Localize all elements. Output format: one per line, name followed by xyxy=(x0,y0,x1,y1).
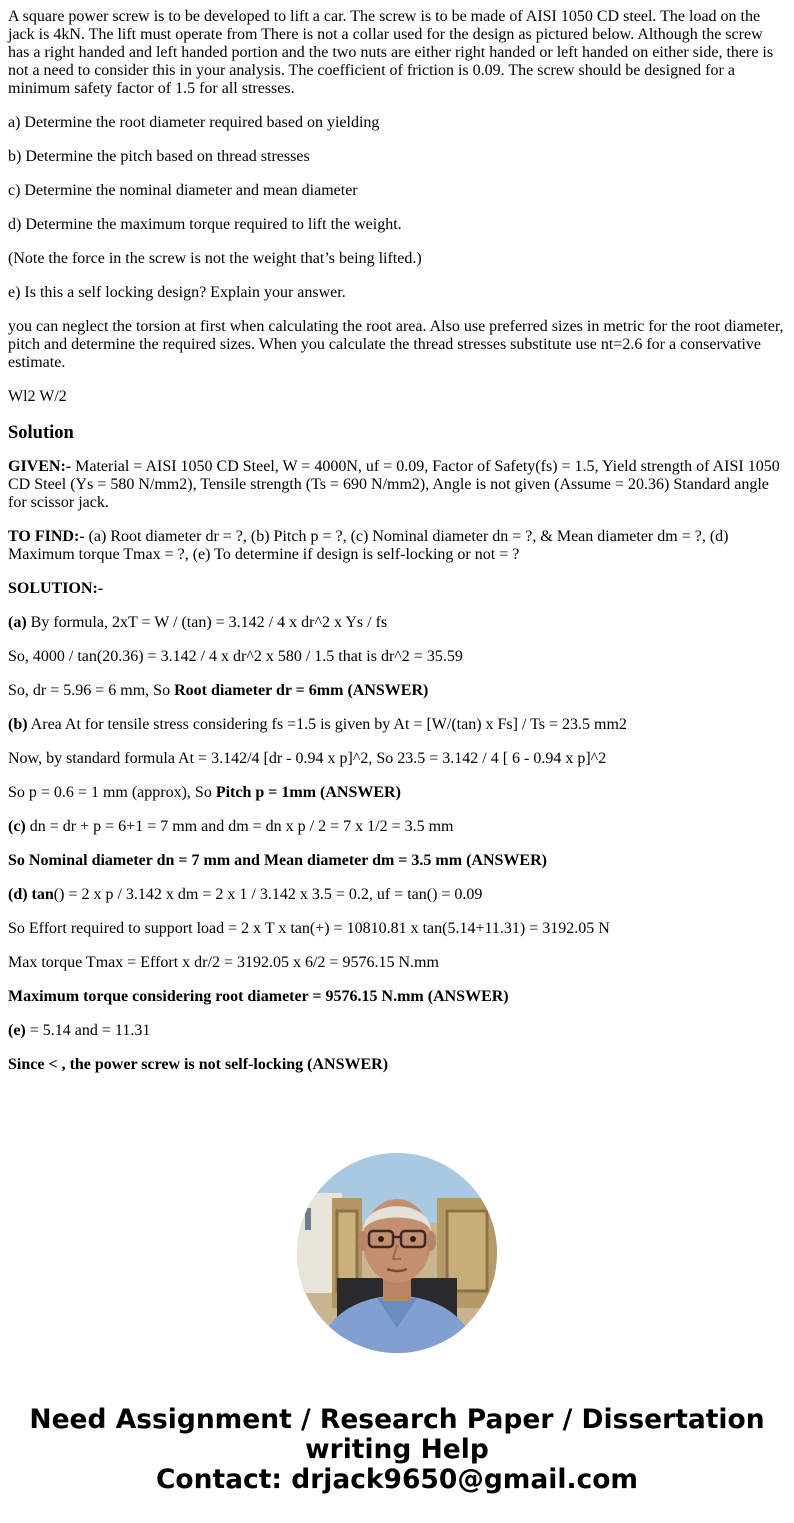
avatar xyxy=(297,1153,497,1353)
step-b-line3-pre: So p = 0.6 = 1 mm (approx), So xyxy=(8,784,216,801)
part-a: a) Determine the root diameter required based on yielding xyxy=(8,114,380,131)
step-a-line3 xyxy=(8,682,786,700)
diameter-answer: So Nominal diameter dn = 7 mm and Mean diameter dm = 3.5 mm (ANSWER) xyxy=(8,852,547,869)
given-paragraph xyxy=(8,458,786,512)
part-c: c) Determine the nominal diameter and mean diameter xyxy=(8,182,358,199)
part-e: e) Is this a self locking design? Explain your answer. xyxy=(8,284,346,301)
step-b-line1 xyxy=(8,716,786,734)
step-c-label: (c) xyxy=(8,818,26,835)
footer-banner xyxy=(0,1405,794,1495)
solution-label-text: SOLUTION:- xyxy=(8,580,104,597)
step-d-label: (d) tan xyxy=(8,886,54,903)
step-a-line3-pre: So, dr = 5.96 = 6 mm, So xyxy=(8,682,175,699)
document-body xyxy=(8,8,786,1090)
part-d: d) Determine the maximum torque required to lift the weight. xyxy=(8,216,402,233)
step-e-line1 xyxy=(8,1022,786,1040)
step-c-line1 xyxy=(8,818,786,836)
step-a-text: By formula, 2xT = W / (tan) = 3.142 / 4 x dr^2 x Ys / fs xyxy=(26,614,388,631)
step-a-label: (a) xyxy=(8,614,27,631)
part-note: (Note the force in the screw is not the weight that’s being lifted.) xyxy=(8,250,422,267)
tofind-paragraph xyxy=(8,528,786,564)
problem-intro: A square power screw is to be developed to lift a car. The screw is to be made of AISI 1050 CD steel. The load on the jack is 4kN. The lift must operate from There is not a collar used for the design as pictured below. Although the screw has a right handed and left handed portion and the two nuts are either right handed or left handed on either side, there is not a need to consider this in your analysis. The coefficient of friction is 0.09. The screw should be designed for a minimum safety factor of 1.5 for all stresses. xyxy=(8,8,774,97)
step-b-line3 xyxy=(8,784,786,802)
step-e-line2 xyxy=(8,1056,786,1074)
problem-note: you can neglect the torsion at first when calculating the root area. Also use preferred sizes in metric for the root diameter, pitch and determine the required sizes. When you calculate the thread stresses substitute use nt=2.6 for a conservative estimate. xyxy=(8,318,784,371)
step-b-label: (b) xyxy=(8,716,28,733)
step-d-text: () = 2 x p / 3.142 x dm = 2 x 1 / 3.142 x 3.5 = 0.2, uf = tan() = 0.09 xyxy=(53,886,483,903)
step-a-line2: So, 4000 / tan(20.36) = 3.142 / 4 x dr^2 x 580 / 1.5 that is dr^2 = 35.59 xyxy=(8,648,463,665)
step-d-line2: So Effort required to support load = 2 x T x tan(+) = 10810.81 x tan(5.14+11.31) = 3192.05 N xyxy=(8,920,610,937)
footer-line-contact: Contact: drjack9650@gmail.com xyxy=(155,1464,639,1495)
torque-answer: Maximum torque considering root diameter = 9576.15 N.mm (ANSWER) xyxy=(8,988,509,1005)
tofind-label: TO FIND:- xyxy=(8,528,85,545)
step-b-line2: Now, by standard formula At = 3.142/4 [dr - 0.94 x p]^2, So 23.5 = 3.142 / 4 [ 6 - 0.94 x p]^2 xyxy=(8,750,607,767)
wl2-label: Wl2 W/2 xyxy=(8,388,67,405)
root-diameter-answer: Root diameter dr = 6mm (ANSWER) xyxy=(174,682,429,699)
step-b-text: Area At for tensile stress considering fs =1.5 is given by At = [W/(tan) x Fs] / Ts = 23.5 mm2 xyxy=(27,716,627,733)
part-b: b) Determine the pitch based on thread stresses xyxy=(8,148,310,165)
avatar-portrait-image xyxy=(297,1153,497,1353)
step-d-line4 xyxy=(8,988,786,1006)
solution-heading: Solution xyxy=(8,423,74,443)
step-e-label: (e) xyxy=(8,1022,26,1039)
step-e-text: = 5.14 and = 11.31 xyxy=(25,1022,151,1039)
given-label: GIVEN:- xyxy=(8,458,72,475)
step-a-line1 xyxy=(8,614,786,632)
step-d-line3: Max torque Tmax = Effort x dr/2 = 3192.05 x 6/2 = 9576.15 N.mm xyxy=(8,954,439,971)
solution-label xyxy=(8,580,786,598)
step-c-text: dn = dr + p = 6+1 = 7 mm and dm = dn x p / 2 = 7 x 1/2 = 3.5 mm xyxy=(25,818,454,835)
footer-line-help: Need Assignment / Research Paper / Dissertation writing Help xyxy=(29,1404,765,1465)
tofind-text: (a) Root diameter dr = ?, (b) Pitch p = ?, (c) Nominal diameter dn = ?, & Mean diameter dm = ?, (d) Maximum torque Tmax = ?, (e) To determine if design is self-locking or not = ? xyxy=(8,528,729,563)
step-c-line2 xyxy=(8,852,786,870)
step-d-line1 xyxy=(8,886,786,904)
given-text: Material = AISI 1050 CD Steel, W = 4000N, uf = 0.09, Factor of Safety(fs) = 1.5, Yield strength of AISI 1050 CD Steel (Ys = 580 N/mm2), Tensile strength (Ts = 690 N/mm2), Angle is not given (Assume = 20.36) Standard angle for scissor jack. xyxy=(8,458,780,511)
self-locking-answer: Since < , the power screw is not self-locking (ANSWER) xyxy=(8,1056,389,1073)
pitch-answer: Pitch p = 1mm (ANSWER) xyxy=(215,784,401,801)
